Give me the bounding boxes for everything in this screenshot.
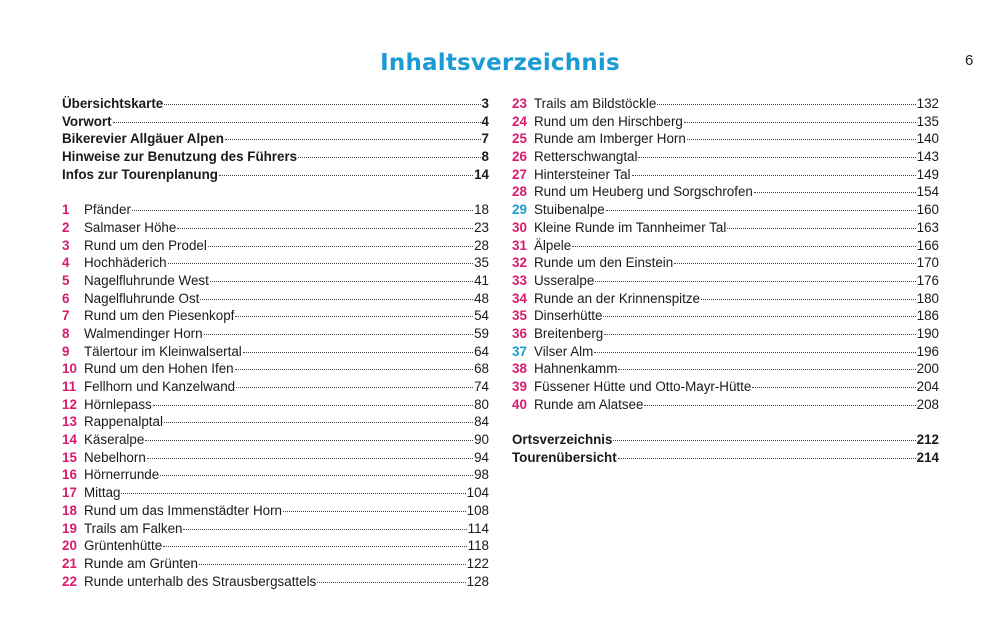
tour-page: 84 bbox=[474, 414, 489, 430]
tour-label: Walmendinger Horn bbox=[84, 325, 203, 341]
dot-leader bbox=[618, 458, 916, 459]
tour-entry[interactable] bbox=[62, 378, 489, 396]
dot-leader bbox=[235, 369, 473, 370]
front-matter-list bbox=[62, 95, 489, 183]
dot-leader bbox=[606, 210, 916, 211]
entry-page: 214 bbox=[916, 449, 939, 465]
toc-entry[interactable] bbox=[512, 431, 939, 449]
dot-leader bbox=[164, 104, 480, 105]
tour-number: 38 bbox=[512, 361, 527, 377]
page-title: Inhaltsverzeichnis bbox=[380, 50, 620, 76]
tour-label: Hörnlepass bbox=[84, 396, 152, 412]
tour-page: 200 bbox=[916, 361, 939, 377]
dot-leader bbox=[236, 387, 473, 388]
dot-leader bbox=[727, 228, 915, 229]
tour-page: 160 bbox=[916, 202, 939, 218]
tour-label: Trails am Falken bbox=[84, 520, 183, 536]
tour-entry[interactable] bbox=[512, 254, 939, 272]
tour-entry[interactable] bbox=[512, 166, 939, 184]
tour-label: Rund um den Hohen Ifen bbox=[84, 361, 234, 377]
tour-page: 90 bbox=[474, 432, 489, 448]
tour-label: Rund um den Prodel bbox=[84, 237, 207, 253]
tour-number: 36 bbox=[512, 325, 527, 341]
tour-number: 40 bbox=[512, 396, 527, 412]
dot-leader bbox=[754, 192, 916, 193]
tour-label: Grüntenhütte bbox=[84, 538, 163, 554]
tour-label: Vilser Alm bbox=[534, 343, 594, 359]
tour-page: 114 bbox=[467, 520, 489, 536]
section-spacer bbox=[512, 413, 939, 431]
tour-number: 19 bbox=[62, 520, 77, 536]
tour-number: 11 bbox=[62, 379, 77, 394]
tour-entry[interactable] bbox=[62, 201, 489, 219]
tour-page: 180 bbox=[916, 290, 939, 306]
tour-label: Usseralpe bbox=[534, 272, 595, 288]
toc-left-column bbox=[62, 95, 489, 590]
tour-entry[interactable] bbox=[62, 237, 489, 255]
tour-number: 8 bbox=[62, 325, 70, 341]
tour-number: 25 bbox=[512, 131, 527, 147]
tour-label: Salmaser Höhe bbox=[84, 219, 177, 235]
section-spacer bbox=[62, 183, 489, 201]
toc-entry[interactable] bbox=[62, 148, 489, 166]
dot-leader bbox=[160, 475, 473, 476]
entry-label: Übersichtskarte bbox=[62, 96, 164, 111]
tour-page: 170 bbox=[916, 255, 939, 271]
tour-number: 27 bbox=[512, 166, 527, 182]
tour-entry[interactable] bbox=[62, 360, 489, 378]
tour-label: Hochhäderich bbox=[84, 255, 167, 271]
entry-label: Vorwort bbox=[62, 113, 112, 129]
tour-entry[interactable] bbox=[62, 343, 489, 361]
tour-entry[interactable] bbox=[62, 573, 489, 591]
tour-entry[interactable] bbox=[62, 431, 489, 449]
dot-leader bbox=[219, 175, 473, 176]
tour-label: Trails am Bildstöckle bbox=[534, 96, 657, 111]
tour-number: 3 bbox=[62, 237, 70, 253]
tour-page: 64 bbox=[474, 343, 489, 359]
tour-page: 163 bbox=[916, 219, 939, 235]
page-number: 6 bbox=[965, 52, 974, 69]
dot-leader bbox=[163, 546, 466, 547]
tour-page: 48 bbox=[474, 290, 489, 306]
tour-label: Retterschwangtal bbox=[534, 149, 638, 165]
dot-leader bbox=[317, 582, 465, 583]
tour-entry[interactable] bbox=[512, 219, 939, 237]
tour-number: 7 bbox=[62, 308, 70, 324]
tour-number: 32 bbox=[512, 255, 527, 271]
tour-entry[interactable] bbox=[512, 183, 939, 201]
entry-label: Tourenübersicht bbox=[512, 449, 617, 465]
tour-number: 37 bbox=[512, 343, 527, 359]
dot-leader bbox=[199, 564, 466, 565]
tour-page: 122 bbox=[466, 555, 489, 571]
dot-leader bbox=[225, 139, 481, 140]
tour-number: 20 bbox=[62, 538, 77, 554]
tour-label: Mittag bbox=[84, 485, 121, 501]
tour-list-right bbox=[512, 95, 939, 413]
dot-leader bbox=[208, 246, 473, 247]
tour-page: 190 bbox=[916, 325, 939, 341]
tour-entry[interactable] bbox=[512, 378, 939, 396]
tour-number: 21 bbox=[62, 555, 77, 571]
tour-page: 186 bbox=[916, 308, 939, 324]
tour-entry[interactable] bbox=[62, 520, 489, 538]
dot-leader bbox=[153, 405, 473, 406]
toc-entry[interactable] bbox=[512, 449, 939, 467]
tour-label: Nebelhorn bbox=[84, 449, 146, 465]
dot-leader bbox=[132, 210, 473, 211]
tour-label: Fellhorn und Kanzelwand bbox=[84, 379, 236, 394]
toc-entry[interactable] bbox=[62, 166, 489, 184]
tour-entry[interactable] bbox=[62, 537, 489, 555]
tour-number: 17 bbox=[62, 485, 77, 501]
entry-label: Bikerevier Allgäuer Alpen bbox=[62, 131, 224, 147]
tour-entry[interactable] bbox=[512, 290, 939, 308]
dot-leader bbox=[638, 157, 915, 158]
tour-label: Runde am Imberger Horn bbox=[534, 131, 686, 147]
tour-number: 39 bbox=[512, 379, 527, 394]
dot-leader bbox=[200, 299, 473, 300]
tour-number: 5 bbox=[62, 272, 70, 288]
tour-entry[interactable] bbox=[62, 502, 489, 520]
tour-page: 54 bbox=[474, 308, 489, 324]
tour-page: 149 bbox=[916, 166, 939, 182]
dot-leader bbox=[113, 122, 481, 123]
dot-leader bbox=[618, 369, 915, 370]
tour-number: 15 bbox=[62, 449, 77, 465]
tour-page: 143 bbox=[916, 149, 939, 165]
dot-leader bbox=[701, 299, 916, 300]
tour-label: Stuibenalpe bbox=[534, 202, 605, 218]
dot-leader bbox=[145, 440, 473, 441]
tour-number: 26 bbox=[512, 149, 527, 165]
entry-page: 14 bbox=[474, 166, 489, 182]
tour-label: Rappenalptal bbox=[84, 414, 163, 430]
tour-label: Pfänder bbox=[84, 202, 131, 218]
tour-number: 35 bbox=[512, 308, 527, 324]
tour-entry[interactable] bbox=[512, 396, 939, 414]
dot-leader bbox=[164, 422, 473, 423]
dot-leader bbox=[674, 263, 915, 264]
tour-entry[interactable] bbox=[512, 307, 939, 325]
tour-page: 140 bbox=[916, 131, 939, 147]
tour-label: Runde um den Einstein bbox=[534, 255, 674, 271]
tour-page: 28 bbox=[474, 237, 489, 253]
tour-page: 132 bbox=[916, 96, 939, 111]
toc-entry[interactable] bbox=[62, 113, 489, 131]
tour-page: 104 bbox=[466, 485, 489, 501]
dot-leader bbox=[183, 529, 466, 530]
tour-entry[interactable] bbox=[62, 325, 489, 343]
tour-page: 74 bbox=[474, 379, 489, 394]
dot-leader bbox=[298, 157, 480, 158]
entry-label: Infos zur Tourenplanung bbox=[62, 166, 218, 182]
tour-entry[interactable] bbox=[512, 343, 939, 361]
dot-leader bbox=[687, 139, 916, 140]
tour-entry[interactable] bbox=[62, 449, 489, 467]
tour-page: 176 bbox=[916, 272, 939, 288]
tour-entry[interactable] bbox=[512, 237, 939, 255]
tour-entry[interactable] bbox=[62, 290, 489, 308]
tour-label: Rund um den Piesenkopf bbox=[84, 308, 235, 324]
tour-number: 29 bbox=[512, 202, 527, 218]
dot-leader bbox=[168, 263, 473, 264]
tour-page: 35 bbox=[474, 255, 489, 271]
tour-number: 28 bbox=[512, 184, 527, 200]
dot-leader bbox=[121, 493, 465, 494]
entry-page: 4 bbox=[481, 113, 489, 129]
dot-leader bbox=[632, 175, 916, 176]
tour-number: 30 bbox=[512, 219, 527, 235]
entry-page: 3 bbox=[481, 96, 489, 111]
tour-label: Runde am Alatsee bbox=[534, 396, 644, 412]
tour-page: 18 bbox=[474, 202, 489, 218]
dot-leader bbox=[235, 316, 473, 317]
tour-number: 18 bbox=[62, 502, 77, 518]
tour-entry[interactable] bbox=[62, 396, 489, 414]
dot-leader bbox=[243, 352, 473, 353]
tour-page: 108 bbox=[466, 502, 489, 518]
dot-leader bbox=[684, 122, 916, 123]
tour-number: 10 bbox=[62, 361, 77, 377]
tour-entry[interactable] bbox=[512, 360, 939, 378]
tour-entry[interactable] bbox=[62, 254, 489, 272]
tour-number: 23 bbox=[512, 96, 527, 111]
dot-leader bbox=[604, 334, 915, 335]
tour-entry[interactable] bbox=[62, 219, 489, 237]
dot-leader bbox=[657, 104, 915, 105]
tour-label: Kleine Runde im Tannheimer Tal bbox=[534, 219, 727, 235]
tour-label: Breitenberg bbox=[534, 325, 604, 341]
entry-page: 7 bbox=[481, 131, 489, 147]
tour-number: 22 bbox=[62, 573, 77, 589]
tour-page: 128 bbox=[466, 573, 489, 589]
tour-label: Rund um Heuberg und Sorgschrofen bbox=[534, 184, 753, 200]
dot-leader bbox=[147, 458, 473, 459]
tour-entry[interactable] bbox=[62, 484, 489, 502]
tour-number: 14 bbox=[62, 432, 77, 448]
tour-label: Hörnerrunde bbox=[84, 467, 160, 483]
tour-entry[interactable] bbox=[62, 466, 489, 484]
dot-leader bbox=[572, 246, 915, 247]
tour-label: Runde am Grünten bbox=[84, 555, 198, 571]
tour-number: 24 bbox=[512, 113, 527, 129]
tour-entry[interactable] bbox=[62, 555, 489, 573]
tour-page: 166 bbox=[916, 237, 939, 253]
tour-page: 204 bbox=[916, 379, 939, 394]
tour-label: Runde an der Krinnenspitze bbox=[534, 290, 701, 306]
tour-entry[interactable] bbox=[512, 325, 939, 343]
tour-label: Rund um das Immenstädter Horn bbox=[84, 502, 282, 518]
tour-page: 23 bbox=[474, 219, 489, 235]
tour-label: Tälertour im Kleinwalsertal bbox=[84, 343, 242, 359]
dot-leader bbox=[210, 281, 473, 282]
tour-page: 94 bbox=[474, 449, 489, 465]
tour-label: Rund um den Hirschberg bbox=[534, 113, 683, 129]
tour-number: 1 bbox=[62, 202, 70, 218]
tour-page: 196 bbox=[916, 343, 939, 359]
tour-page: 68 bbox=[474, 361, 489, 377]
back-matter-list bbox=[512, 431, 939, 466]
tour-label: Nagelfluhrunde Ost bbox=[84, 290, 200, 306]
tour-label: Nagelfluhrunde West bbox=[84, 272, 209, 288]
tour-number: 16 bbox=[62, 467, 77, 483]
tour-entry[interactable] bbox=[512, 272, 939, 290]
tour-label: Füssener Hütte und Otto-Mayr-Hütte bbox=[534, 379, 752, 394]
tour-entry[interactable] bbox=[512, 130, 939, 148]
tour-number: 34 bbox=[512, 290, 527, 306]
tour-page: 135 bbox=[916, 113, 939, 129]
tour-entry[interactable] bbox=[512, 113, 939, 131]
toc-entry[interactable] bbox=[62, 95, 489, 113]
entry-page: 212 bbox=[916, 432, 939, 448]
tour-page: 41 bbox=[474, 272, 489, 288]
entry-label: Ortsverzeichnis bbox=[512, 432, 613, 448]
dot-leader bbox=[595, 281, 915, 282]
entry-label: Hinweise zur Benutzung des Führers bbox=[62, 149, 298, 165]
tour-label: Dinserhütte bbox=[534, 308, 603, 324]
tour-label: Käseralpe bbox=[84, 432, 145, 448]
tour-entry[interactable] bbox=[62, 413, 489, 431]
tour-number: 4 bbox=[62, 255, 70, 271]
tour-number: 12 bbox=[62, 396, 77, 412]
tour-page: 98 bbox=[474, 467, 489, 483]
tour-entry[interactable] bbox=[62, 307, 489, 325]
tour-page: 59 bbox=[474, 325, 489, 341]
dot-leader bbox=[283, 511, 466, 512]
tour-page: 80 bbox=[474, 396, 489, 412]
tour-label: Älpele bbox=[534, 237, 572, 253]
tour-label: Runde unterhalb des Strausbergsattels bbox=[84, 573, 317, 589]
toc-right-column bbox=[512, 95, 939, 466]
dot-leader bbox=[594, 352, 915, 353]
toc-entry[interactable] bbox=[62, 130, 489, 148]
tour-entry[interactable] bbox=[62, 272, 489, 290]
entry-page: 8 bbox=[481, 149, 489, 165]
dot-leader bbox=[177, 228, 473, 229]
tour-page: 154 bbox=[916, 184, 939, 200]
tour-number: 2 bbox=[62, 219, 70, 235]
tour-number: 31 bbox=[512, 237, 527, 253]
tour-label: Hintersteiner Tal bbox=[534, 166, 631, 182]
tour-entry[interactable] bbox=[512, 95, 939, 113]
tour-number: 13 bbox=[62, 414, 77, 430]
tour-page: 118 bbox=[467, 538, 489, 554]
tour-page: 208 bbox=[916, 396, 939, 412]
dot-leader bbox=[644, 405, 915, 406]
tour-number: 33 bbox=[512, 272, 527, 288]
tour-number: 6 bbox=[62, 290, 70, 306]
dot-leader bbox=[752, 387, 915, 388]
tour-label: Hahnenkamm bbox=[534, 361, 618, 377]
dot-leader bbox=[613, 440, 915, 441]
tour-number: 9 bbox=[62, 343, 70, 359]
tour-list-left bbox=[62, 201, 489, 590]
dot-leader bbox=[204, 334, 474, 335]
dot-leader bbox=[603, 316, 915, 317]
tour-entry[interactable] bbox=[512, 148, 939, 166]
tour-entry[interactable] bbox=[512, 201, 939, 219]
